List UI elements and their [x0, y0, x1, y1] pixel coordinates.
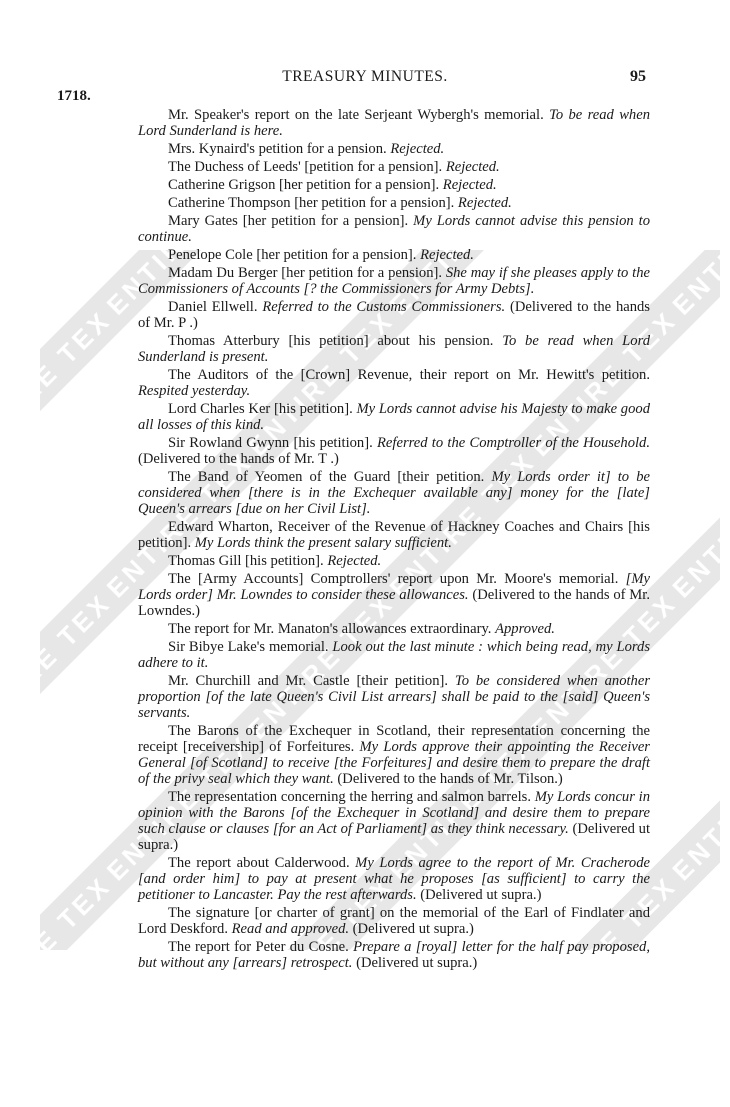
entry-decision: To be considered when another proportion [of the late Queen's Civil List arrears] shall be paid to the [said] Queen's servants. — [138, 673, 650, 722]
entry-note: (Delivered to the hands of Mr. Lowndes.) — [138, 587, 650, 620]
entry-decision: Look out the last minute : which being read, my Lords adhere to it. — [138, 639, 651, 672]
entry-subject: Thomas Atterbury [his petition] about his pension. — [168, 333, 503, 350]
entry-decision: [My Lords order] Mr. Lowndes to consider these allowances. — [138, 571, 650, 604]
entry-note: (Delivered to the hands of Mr. P .) — [138, 299, 650, 332]
minute-entry — [138, 368, 650, 400]
entry-subject: Mr. Churchill and Mr. Castle [their petition]. — [168, 673, 455, 690]
entry-decision: Rejected. — [327, 553, 382, 570]
entry-decision: Respited yesterday. — [138, 383, 251, 400]
entry-note: (Delivered ut supra.) — [416, 886, 542, 903]
entry-subject: The representation concerning the herring and salmon barrels. — [168, 789, 535, 806]
entry-subject: The report about Calderwood. — [168, 855, 356, 871]
minute-entry — [138, 142, 650, 158]
minute-entry — [138, 334, 650, 366]
entry-subject: Madam Du Berger [her petition for a pension]. — [168, 265, 446, 282]
minute-entry — [138, 520, 650, 552]
entry-subject: Mrs. Kynaird's petition for a pension. — [168, 141, 391, 157]
entry-subject: The Duchess of Leeds' [petition for a pension]. — [168, 159, 446, 176]
minute-entry — [138, 940, 650, 972]
entry-decision: Rejected. — [420, 247, 474, 264]
entry-decision: Rejected. — [445, 159, 500, 176]
year-marginal: 1718. — [57, 88, 91, 104]
entry-subject: The report for Mr. Manaton's allowances extraordinary. — [168, 621, 496, 638]
entry-decision: My Lords cannot advise this pension to continue. — [138, 213, 651, 246]
entry-subject: Mr. Speaker's report on the late Serjeant Wybergh's memorial. — [168, 107, 550, 123]
entry-subject: Catherine Thompson [her petition for a pension]. — [168, 195, 458, 212]
entry-decision: To be read when Lord Sunderland is here. — [138, 107, 650, 139]
entry-subject: Catherine Grigson [her petition for a pension]. — [168, 177, 443, 194]
entry-decision: My Lords think the present salary sufficient. — [194, 535, 452, 552]
entry-subject: Daniel Ellwell. — [168, 299, 263, 316]
entry-decision: My Lords approve their appointing the Receiver General [of Scotland] to receive [the Forfeitures] and desire them to prepare the draft of the privy seal which they want. — [138, 739, 650, 788]
entry-decision: Prepare a [royal] letter for the half pay proposed, but without any [arrears] retrospect. — [138, 938, 651, 971]
entry-decision: My Lords cannot advise his Majesty to make good all losses of this kind. — [138, 401, 650, 434]
minute-entry — [138, 856, 650, 904]
entry-decision: Referred to the Comptroller of the Household. — [377, 435, 650, 452]
minute-entry — [138, 724, 650, 788]
entry-subject: Edward Wharton, Receiver of the Revenue of Hackney Coaches and Chairs [his petition]. — [138, 519, 650, 552]
entry-decision: My Lords agree to the report of Mr. Cracherode [and order him] to pay at present what he proposes [as sufficient] to carry the petitioner to Lancaster. Pay the rest afterwards. — [138, 855, 650, 903]
minute-entry — [138, 572, 650, 620]
entry-subject: Sir Bibye Lake's memorial. — [168, 639, 333, 656]
entry-decision: Approved. — [495, 621, 555, 638]
page-number: 95 — [630, 68, 646, 85]
minute-entry — [138, 214, 650, 246]
entry-decision: Rejected. — [442, 177, 497, 194]
minute-entry — [138, 436, 650, 468]
entry-note: (Delivered to the hands of Mr. Tilson.) — [333, 771, 563, 788]
running-title: TREASURY MINUTES. — [282, 68, 448, 85]
entry-subject: Mary Gates [her petition for a pension]. — [168, 213, 414, 230]
entry-decision: My Lords order it] to be considered when [there is in the Exchequer available any] money for the [late] Queen's arrears [due on her Civil List]. — [138, 469, 650, 518]
entry-decision: Rejected. — [390, 141, 445, 157]
entry-note: (Delivered ut supra.) — [352, 954, 478, 971]
entry-note: (Delivered to the hands of Mr. T .) — [138, 451, 339, 468]
entry-decision: Read and approved. — [231, 920, 350, 937]
minute-entry — [138, 790, 650, 854]
entry-subject: The [Army Accounts] Comptrollers' report upon Mr. Moore's memorial. — [168, 571, 626, 588]
entry-subject: Sir Rowland Gwynn [his petition]. — [168, 435, 378, 452]
minute-entry — [138, 622, 650, 638]
entry-decision: Rejected. — [457, 195, 512, 212]
entry-subject: Thomas Gill [his petition]. — [168, 553, 328, 570]
minute-entry — [138, 266, 650, 298]
minute-entry — [138, 906, 650, 938]
minute-entry — [138, 300, 650, 332]
entry-subject: The Band of Yeomen of the Guard [their petition. — [168, 469, 492, 486]
minute-entry — [138, 402, 650, 434]
entry-note: (Delivered ut supra.) — [349, 920, 474, 937]
minute-entry — [138, 248, 650, 264]
entry-subject: Penelope Cole [her petition for a pension]. — [168, 247, 421, 264]
entry-decision: Referred to the Customs Commissioners. — [262, 299, 506, 316]
entry-subject: The report for Peter du Cosne. — [168, 938, 354, 955]
entry-decision: To be read when Lord Sunderland is present. — [138, 333, 650, 366]
minutes-body — [138, 108, 650, 974]
entry-subject: The signature [or charter of grant] on the memorial of the Earl of Findlater and Lord Deskford. — [138, 904, 650, 937]
entry-decision: My Lords concur in opinion with the Barons [of the Exchequer in Scotland] and desire them to prepare such clause or clauses [for an Act of Parliament] as they think necessary. — [138, 789, 650, 837]
entry-note: (Delivered ut supra.) — [138, 821, 651, 853]
minute-entry — [138, 108, 650, 140]
entry-decision: She may if she pleases apply to the Commissioners of Accounts [? the Commissioners for Army Debts]. — [138, 265, 650, 298]
entry-subject: Lord Charles Ker [his petition]. — [168, 401, 357, 418]
entry-subject: The Barons of the Exchequer in Scotland, their representation concerning the receipt [receivership] of Forfeitures. — [138, 723, 650, 756]
minute-entry — [138, 674, 650, 722]
minute-entry — [138, 470, 650, 518]
minute-entry — [138, 640, 650, 672]
entry-subject: The Auditors of the [Crown] Revenue, their report on Mr. Hewitt's petition. — [168, 367, 650, 384]
minute-entry — [138, 178, 650, 194]
minute-entry — [138, 196, 650, 212]
minute-entry — [138, 554, 650, 570]
minute-entry — [138, 160, 650, 176]
